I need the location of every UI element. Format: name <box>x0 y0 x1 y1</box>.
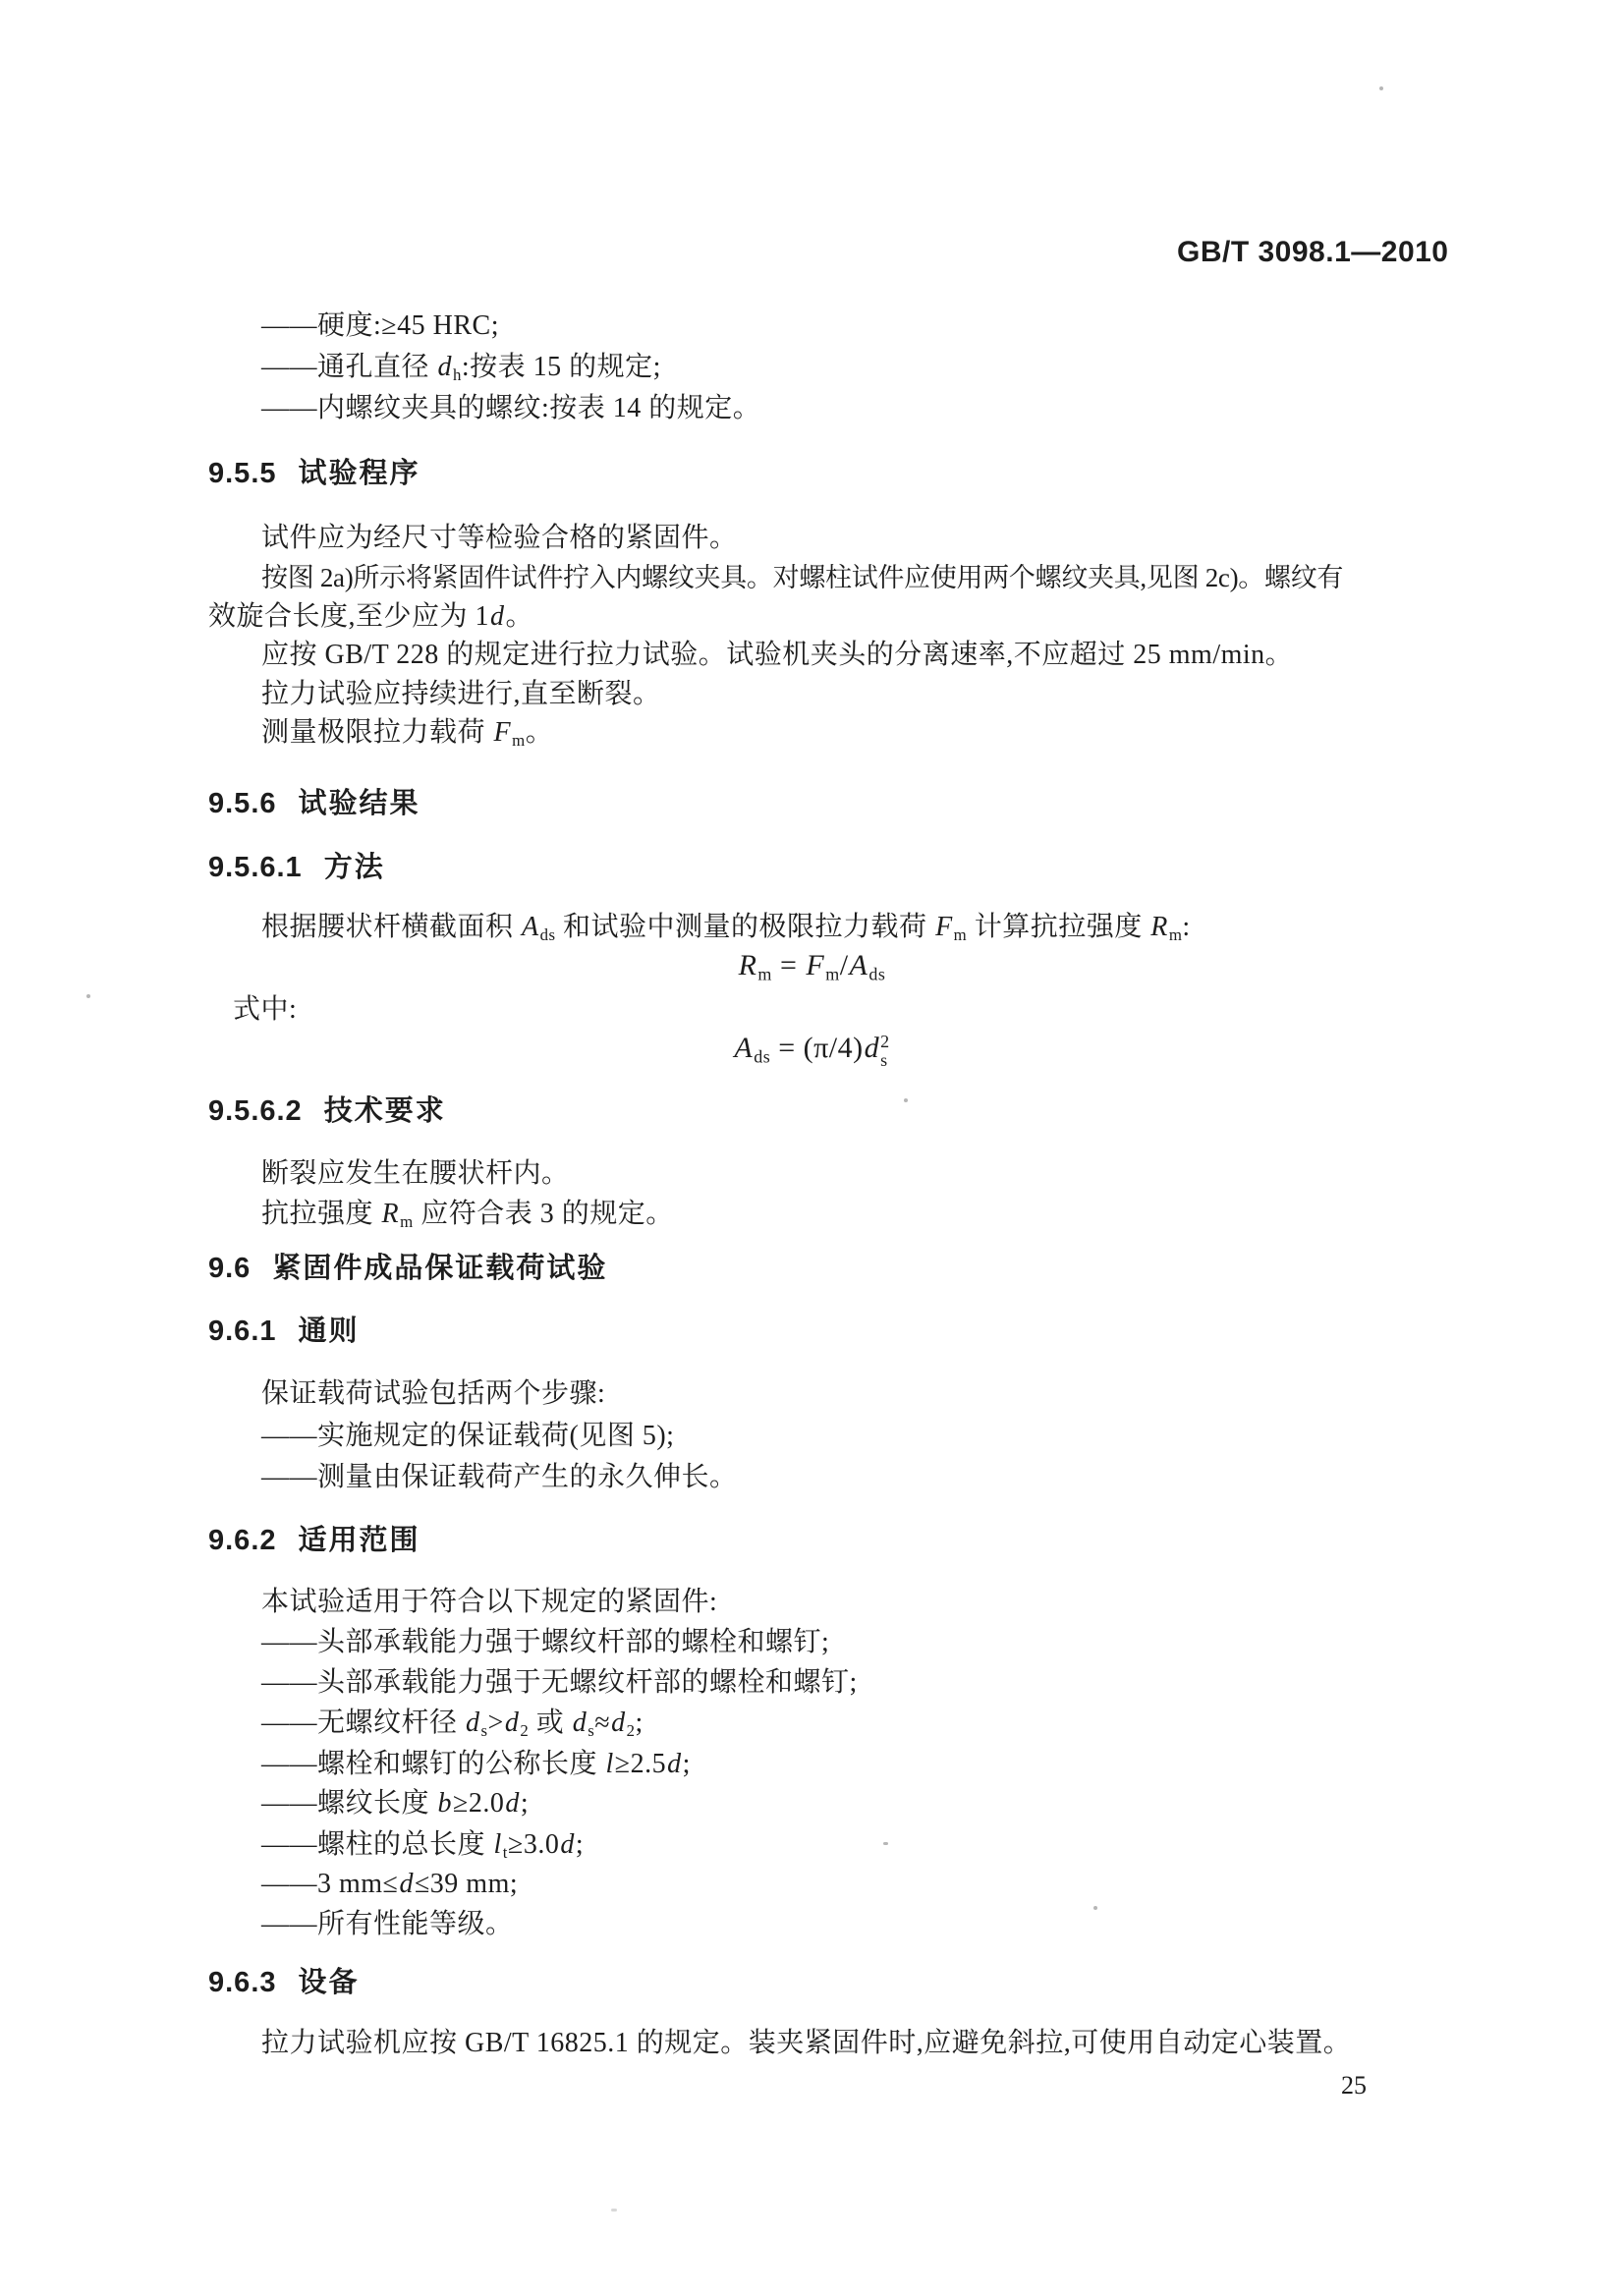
heading-number: 9.6.3 <box>208 1967 277 1998</box>
scan-speck <box>1379 86 1383 90</box>
text-run: 2 <box>626 1721 636 1741</box>
dash-list-item <box>261 1908 514 1941</box>
section-heading-9-5-6 <box>208 787 420 820</box>
text-run: ——螺柱的总长度 <box>261 1829 493 1860</box>
text-run: 拉力试验应持续进行,直至断裂。 <box>261 679 661 709</box>
text-run: ——螺栓和螺钉的公称长度 <box>261 1749 605 1779</box>
text-run: t <box>502 1843 508 1863</box>
text-run: = <box>771 949 806 981</box>
text-run: R <box>738 949 757 981</box>
heading-number: 9.6.1 <box>208 1316 277 1347</box>
heading-number: 9.5.6.1 <box>208 852 303 883</box>
where-label <box>233 993 297 1027</box>
text-run: m <box>757 964 772 984</box>
text-run: ≥2.5 <box>614 1749 667 1779</box>
heading-title: 适用范围 <box>298 1525 420 1556</box>
text-run: d <box>490 601 505 632</box>
text-run: d <box>611 1708 626 1738</box>
dash-list-item <box>261 1787 529 1820</box>
text-run: ——螺纹长度 <box>261 1788 437 1819</box>
text-run: > <box>487 1708 504 1738</box>
text-run: m <box>825 964 840 984</box>
text-run: ——测量由保证载荷产生的永久伸长。 <box>261 1462 738 1492</box>
heading-title: 试验程序 <box>298 458 420 489</box>
text-run: 应符合表 3 的规定。 <box>413 1199 674 1229</box>
text-run: ——实施规定的保证载荷(见图 5); <box>261 1421 675 1451</box>
text-run: :按表 15 的规定; <box>461 352 661 382</box>
text-run: m <box>512 731 526 751</box>
section-heading-9-5-6-2 <box>208 1094 446 1128</box>
text-run: 拉力试验机应按 GB/T 16825.1 的规定。装夹紧固件时,应避免斜拉,可使用自动定心装置。 <box>261 2028 1352 2058</box>
dash-list-item <box>261 1707 644 1740</box>
section-heading-9-5-6-1 <box>208 851 385 884</box>
text-run: F <box>806 949 825 981</box>
paragraph-line <box>208 600 533 634</box>
text-run: ——所有性能等级。 <box>261 1909 514 1939</box>
dash-list-item <box>261 1666 858 1700</box>
heading-number: 9.6.2 <box>208 1525 277 1556</box>
text-run: A <box>849 949 868 981</box>
paragraph-line <box>261 639 1293 672</box>
paragraph-line <box>261 1157 570 1191</box>
scan-speck <box>86 994 90 998</box>
text-run: 试件应为经尺寸等检验合格的紧固件。 <box>261 523 738 553</box>
text-run: 计算抗拉强度 <box>967 912 1150 942</box>
paragraph-line <box>261 561 1343 594</box>
text-run: 保证载荷试验包括两个步骤: <box>261 1378 606 1409</box>
text-run: ≥2.0 <box>453 1788 505 1819</box>
section-heading-9-6-2 <box>208 1524 420 1557</box>
text-run: R <box>1150 912 1168 942</box>
text-run: 2 s <box>880 1032 890 1070</box>
text-run: ≤39 mm; <box>414 1869 519 1899</box>
text-run: b <box>437 1788 453 1819</box>
heading-title: 通则 <box>298 1316 360 1347</box>
text-run: 根据腰状杆横截面积 <box>261 912 522 942</box>
dash-list-item <box>261 351 661 384</box>
text-run: ≈ <box>594 1708 611 1738</box>
page-number: 25 <box>1341 2071 1367 2100</box>
text-run: ——硬度:≥45 HRC; <box>261 310 499 341</box>
text-run: 断裂应发生在腰状杆内。 <box>261 1158 570 1189</box>
text-run: m <box>1168 925 1183 945</box>
text-run: h <box>453 365 462 385</box>
dash-list-item <box>261 309 499 343</box>
section-heading-9-5-5 <box>208 457 420 490</box>
scan-speck <box>904 1098 908 1102</box>
text-run: m <box>953 925 968 945</box>
text-run: d <box>572 1708 588 1738</box>
paragraph-line <box>261 1198 674 1231</box>
text-run: d <box>504 1708 520 1738</box>
standard-code-header: GB/T 3098.1—2010 <box>1177 236 1449 268</box>
text-run: F <box>493 717 512 748</box>
paragraph-line <box>261 678 661 711</box>
dash-list-item <box>261 1420 674 1453</box>
heading-number: 9.6 <box>208 1253 252 1284</box>
text-run: 本试验适用于符合以下规定的紧固件: <box>261 1587 718 1617</box>
text-run: d <box>399 1869 414 1899</box>
scan-speck <box>611 2209 617 2212</box>
heading-title: 方法 <box>323 852 385 883</box>
heading-title: 设备 <box>298 1967 360 1998</box>
text-run: d <box>864 1032 880 1064</box>
text-run: ≥3.0 <box>507 1829 560 1860</box>
text-run: : <box>1182 912 1191 942</box>
text-run: / <box>839 949 849 981</box>
dash-list-item <box>261 1748 691 1781</box>
text-run: ds <box>539 925 556 945</box>
scan-speck <box>1093 1906 1097 1910</box>
dash-list-item <box>261 392 760 425</box>
paragraph-line <box>261 2027 1351 2060</box>
dash-list-item <box>261 1626 829 1659</box>
paragraph-line <box>261 911 1191 944</box>
section-heading-9-6 <box>208 1252 607 1285</box>
text-run: ——通孔直径 <box>261 352 437 382</box>
text-run: 或 <box>529 1708 572 1738</box>
text-run: 2 <box>520 1721 530 1741</box>
section-heading-9-6-1 <box>208 1315 360 1348</box>
text-run: ; <box>682 1749 691 1779</box>
dash-list-item <box>261 1461 738 1494</box>
scan-speck <box>883 1842 888 1845</box>
text-run: 应按 GB/T 228 的规定进行拉力试验。试验机夹头的分离速率,不应超过 25 mm/min。 <box>261 640 1294 670</box>
text-run: ——头部承载能力强于无螺纹杆部的螺栓和螺钉; <box>261 1667 858 1698</box>
text-run: 。 <box>505 601 534 632</box>
text-run: R <box>381 1199 400 1229</box>
text-run: 和试验中测量的极限拉力载荷 <box>555 912 935 942</box>
heading-number: 9.5.6.2 <box>208 1095 303 1127</box>
dash-list-item <box>261 1828 584 1862</box>
paragraph-line <box>261 522 738 555</box>
text-run: d <box>437 352 453 382</box>
text-run: d <box>505 1788 520 1819</box>
text-run: 测量极限拉力载荷 <box>261 717 493 748</box>
text-run: ds <box>754 1046 771 1067</box>
text-run: d <box>667 1749 682 1779</box>
text-run: ; <box>575 1829 585 1860</box>
text-run: F <box>935 912 953 942</box>
text-run: 效旋合长度,至少应为 1 <box>208 601 490 632</box>
text-run: d <box>466 1708 480 1738</box>
paragraph-line <box>261 716 553 750</box>
text-run: s <box>588 1721 595 1741</box>
text-run: s <box>480 1721 488 1741</box>
dash-list-item <box>261 1868 518 1901</box>
text-run: m <box>400 1212 414 1232</box>
text-run: A <box>522 912 539 942</box>
text-run: ; <box>635 1708 644 1738</box>
heading-number: 9.5.6 <box>208 788 277 819</box>
text-run: ds <box>868 964 886 984</box>
formula-tensile-strength <box>208 949 1415 982</box>
text-run: ——3 mm≤ <box>261 1869 399 1899</box>
text-run: l <box>493 1829 502 1860</box>
text-run: ——头部承载能力强于螺纹杆部的螺栓和螺钉; <box>261 1627 830 1657</box>
paragraph-line <box>261 1377 605 1411</box>
text-run: 抗拉强度 <box>261 1199 381 1229</box>
text-run: ——内螺纹夹具的螺纹:按表 14 的规定。 <box>261 393 761 423</box>
heading-number: 9.5.5 <box>208 458 277 489</box>
section-heading-9-6-3 <box>208 1966 360 1999</box>
text-run: ——无螺纹杆径 <box>261 1708 466 1738</box>
text-run: 式中: <box>233 994 298 1025</box>
text-run: 按图 2a)所示将紧固件试件拧入内螺纹夹具。对螺柱试件应使用两个螺纹夹具,见图 2c)。螺纹有 <box>261 563 1344 592</box>
heading-title: 紧固件成品保证载荷试验 <box>272 1253 608 1284</box>
heading-title: 试验结果 <box>298 788 420 819</box>
text-run: l <box>605 1749 614 1779</box>
text-run: ; <box>520 1788 530 1819</box>
text-run: A <box>734 1032 754 1064</box>
text-run: = (π/4) <box>770 1032 864 1064</box>
text-run: d <box>560 1829 575 1860</box>
heading-title: 技术要求 <box>323 1095 446 1127</box>
formula-cross-section-area <box>208 1032 1415 1070</box>
paragraph-line <box>261 1586 717 1619</box>
text-run: 。 <box>525 717 554 748</box>
